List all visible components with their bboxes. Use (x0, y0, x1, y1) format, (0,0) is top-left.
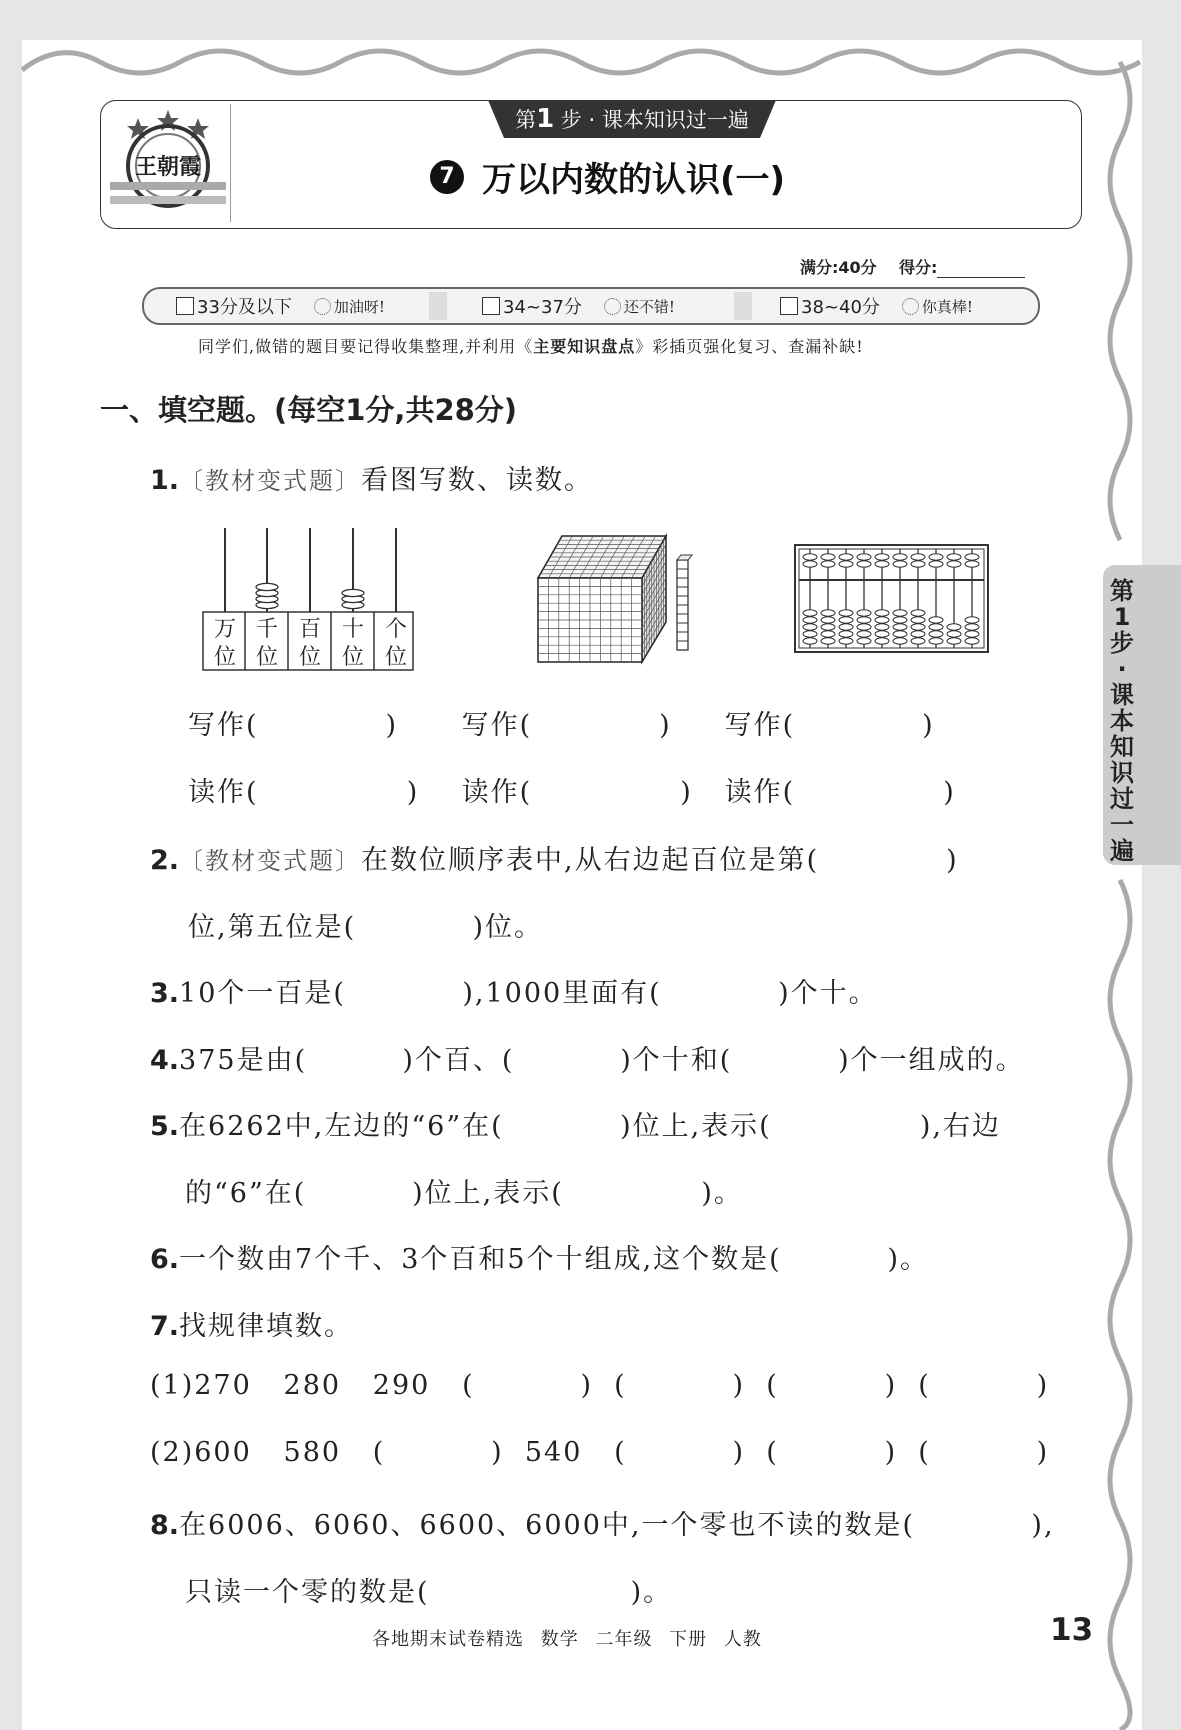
read-close-1: ) (406, 777, 420, 808)
abacus-upper-bead (947, 561, 961, 567)
question-7-1: (1)270 280 290 ( ) ( ) ( ) ( ) (150, 1370, 1050, 1401)
abacus-lower-bead (965, 617, 979, 623)
question-5 (150, 1104, 1001, 1143)
thousand-cube-figure (538, 536, 666, 662)
abacus-upper-bead (875, 554, 889, 560)
abacus-lower-bead (893, 617, 907, 623)
abacus-lower-bead (821, 638, 835, 644)
grade-note: 还不错! (623, 297, 675, 316)
abacus-lower-bead (911, 631, 925, 637)
abacus-lower-bead (965, 638, 979, 644)
read-label-1: 读作( (188, 777, 259, 808)
abacus-lower-bead (893, 631, 907, 637)
got-score-label: 得分: (898, 258, 938, 277)
abacus-upper-bead (821, 561, 835, 567)
abacus-lower-bead (911, 617, 925, 623)
step-suffix: 步 · 课本知识过一遍 (560, 108, 749, 132)
abacus-lower-bead (803, 631, 817, 637)
abacus-lower-bead (839, 631, 853, 637)
question-text: 找规律填数。 (179, 1311, 354, 1342)
abacus-upper-bead (929, 554, 943, 560)
question-2 (150, 838, 959, 877)
lesson-number-badge: 7 (430, 160, 464, 194)
note-post: 强化复习、查漏补缺! (703, 337, 864, 356)
counting-rods-figure (203, 528, 413, 670)
write-label-1: 写作( (188, 710, 259, 741)
write-label-3: 写作( (724, 710, 796, 741)
place-label-bottom: 位 (213, 645, 237, 670)
abacus-upper-bead (911, 554, 925, 560)
abacus-lower-bead (821, 617, 835, 623)
read-label-2: 读作( (461, 777, 533, 808)
q1-read-row (188, 770, 956, 809)
abacus-figure (795, 545, 988, 652)
abacus-lower-bead (965, 624, 979, 630)
read-label-3: 读作( (724, 777, 796, 808)
note-pre: 同学们,做错的题目要记得收集整理,并利用《 (198, 337, 534, 356)
grade-range: 38~40分 (801, 297, 880, 318)
abacus-lower-bead (857, 631, 871, 637)
question-text: 375是由( )个百、( )个十和( )个一组成的。 (179, 1045, 1025, 1076)
question-text: 看图写数、读数。 (361, 465, 594, 496)
question-7 (150, 1304, 353, 1343)
abacus-lower-bead (857, 610, 871, 616)
side-step-text: 第1步·课本知识过一遍 (1110, 577, 1134, 865)
abacus-lower-bead (875, 638, 889, 644)
question-6 (150, 1237, 929, 1276)
abacus-lower-bead (965, 631, 979, 637)
abacus-lower-bead (857, 638, 871, 644)
q1-write-row (188, 703, 935, 742)
ten-rod-figure (677, 555, 692, 650)
question-3 (150, 971, 878, 1010)
question-number: 1. (150, 465, 180, 496)
question-text: 在6262中,左边的“6”在( )位上,表示( ),右边 (179, 1111, 1001, 1142)
grade-range: 34~37分 (503, 297, 582, 318)
abacus-lower-bead (875, 610, 889, 616)
place-label-top: 万 (213, 617, 237, 642)
abacus-lower-bead (929, 631, 943, 637)
abacus-lower-bead (929, 617, 943, 623)
abacus-upper-bead (857, 554, 871, 560)
abacus-lower-bead (911, 610, 925, 616)
abacus-lower-bead (803, 638, 817, 644)
abacus-lower-bead (875, 631, 889, 637)
note-mid: 》彩插页 (635, 337, 704, 356)
abacus-lower-bead (947, 631, 961, 637)
note-bold: 主要知识盘点 (533, 337, 636, 356)
abacus-lower-bead (947, 624, 961, 630)
abacus-upper-bead (911, 561, 925, 567)
question-text: 10个一百是( ),1000里面有( )个十。 (179, 978, 878, 1009)
abacus-lower-bead (839, 617, 853, 623)
footer-text: 各地期末试卷精选 数学 二年级 下册 人教 (372, 1629, 762, 1650)
abacus-upper-bead (875, 561, 889, 567)
question-1-figures (0, 0, 1181, 700)
abacus-upper-bead (965, 554, 979, 560)
full-score: 满分:40分 (800, 258, 877, 277)
abacus-lower-bead (839, 610, 853, 616)
step-prefix: 第 (515, 108, 537, 132)
section-heading: 一、填空题。(每空1分,共28分) (100, 393, 518, 427)
question-number: 8. (150, 1510, 180, 1541)
grade-note: 加油呀! (333, 297, 385, 316)
abacus-upper-bead (803, 554, 817, 560)
place-label-top: 个 (384, 617, 408, 642)
question-8-cont: 只读一个零的数是( )。 (185, 1577, 673, 1608)
page-number: 13 (1050, 1612, 1094, 1648)
abacus-lower-bead (821, 624, 835, 630)
question-text: 一个数由7个千、3个百和5个十组成,这个数是( )。 (179, 1244, 930, 1275)
abacus-lower-bead (821, 610, 835, 616)
abacus-lower-bead (803, 610, 817, 616)
question-number: 2. (150, 845, 180, 876)
write-close-3: ) (922, 710, 935, 741)
abacus-lower-bead (911, 624, 925, 630)
question-number: 7. (150, 1311, 180, 1342)
place-label-top: 十 (341, 617, 365, 642)
question-number: 4. (150, 1045, 180, 1076)
abacus-lower-bead (893, 624, 907, 630)
grade-range: 33分及以下 (197, 297, 292, 318)
question-8 (150, 1503, 1055, 1542)
abacus-lower-bead (857, 624, 871, 630)
question-number: 3. (150, 978, 180, 1009)
question-number: 5. (150, 1111, 180, 1142)
read-close-3: ) (943, 777, 956, 808)
place-label-bottom: 位 (341, 645, 365, 670)
abacus-upper-bead (839, 561, 853, 567)
step-number: 1 (536, 104, 555, 134)
abacus-lower-bead (911, 638, 925, 644)
title-text: 万以内数的认识(一) (482, 160, 786, 200)
abacus-lower-bead (947, 638, 961, 644)
abacus-upper-bead (929, 561, 943, 567)
place-label-bottom: 位 (298, 645, 322, 670)
abacus-lower-bead (875, 624, 889, 630)
question-tag: 〔教材变式题〕 (179, 467, 362, 495)
question-number: 6. (150, 1244, 180, 1275)
abacus-upper-bead (965, 561, 979, 567)
abacus-upper-bead (839, 554, 853, 560)
question-tag: 〔教材变式题〕 (179, 847, 362, 875)
write-close-1: ) (385, 710, 399, 741)
abacus-lower-bead (875, 617, 889, 623)
question-text: 在6006、6060、6600、6000中,一个零也不读的数是( ), (179, 1510, 1055, 1541)
write-label-2: 写作( (461, 710, 533, 741)
rod-bead (342, 589, 364, 596)
abacus-upper-bead (857, 561, 871, 567)
question-2-cont: 位,第五位是( )位。 (188, 912, 544, 943)
read-close-2: ) (680, 777, 693, 808)
place-label-top: 千 (255, 617, 279, 642)
abacus-upper-bead (947, 554, 961, 560)
rod-bead (256, 583, 278, 590)
place-label-bottom: 位 (384, 645, 408, 670)
abacus-lower-bead (839, 624, 853, 630)
place-label-bottom: 位 (255, 645, 279, 670)
question-5-cont: 的“6”在( )位上,表示( )。 (185, 1178, 743, 1209)
abacus-upper-bead (893, 554, 907, 560)
place-label-top: 百 (298, 617, 322, 642)
abacus-upper-bead (803, 561, 817, 567)
write-close-2: ) (659, 710, 672, 741)
abacus-lower-bead (839, 638, 853, 644)
abacus-lower-bead (821, 631, 835, 637)
abacus-lower-bead (803, 624, 817, 630)
abacus-lower-bead (929, 638, 943, 644)
question-text: 在数位顺序表中,从右边起百位是第( ) (361, 845, 959, 876)
abacus-lower-bead (929, 624, 943, 630)
abacus-upper-bead (821, 554, 835, 560)
logo-text: 王朝霞 (134, 154, 202, 180)
abacus-lower-bead (893, 638, 907, 644)
abacus-lower-bead (857, 617, 871, 623)
grade-note: 你真棒! (921, 297, 973, 316)
abacus-lower-bead (803, 617, 817, 623)
abacus-lower-bead (893, 610, 907, 616)
question-7-2: (2)600 580 ( ) 540 ( ) ( ) ( ) (150, 1437, 1050, 1468)
abacus-upper-bead (893, 561, 907, 567)
question-4 (150, 1038, 1025, 1077)
